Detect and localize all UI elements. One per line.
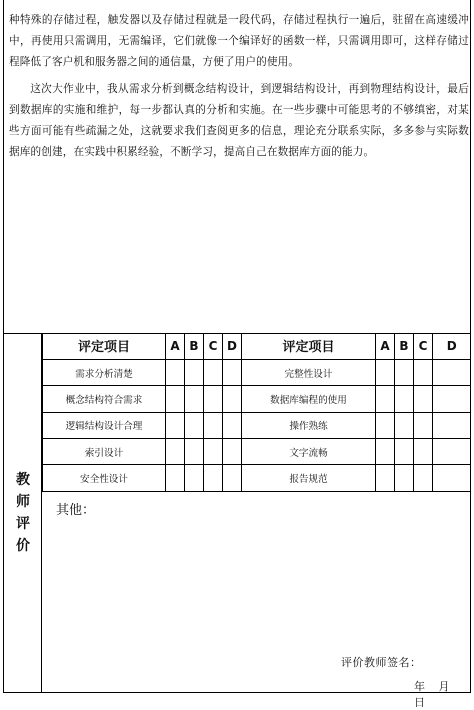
grade-cell[interactable] — [433, 412, 471, 438]
criterion-left: 需求分析清楚 — [43, 359, 166, 385]
grade-cell[interactable] — [204, 465, 223, 491]
header-item-left: 评定项目 — [43, 333, 166, 359]
grade-cell[interactable] — [414, 439, 433, 465]
grade-cell[interactable] — [376, 412, 395, 438]
table-row — [43, 386, 471, 412]
grade-cell[interactable] — [414, 359, 433, 385]
label-char: 价 — [16, 538, 30, 554]
page-border — [3, 0, 471, 709]
grade-cell[interactable] — [395, 465, 414, 491]
table-header-row — [43, 333, 471, 359]
grade-cell[interactable] — [395, 439, 414, 465]
grade-cell[interactable] — [223, 439, 242, 465]
criterion-left: 安全性设计 — [43, 465, 166, 491]
grade-cell[interactable] — [414, 465, 433, 491]
table-row — [43, 465, 471, 491]
grade-cell[interactable] — [223, 386, 242, 412]
grade-cell[interactable] — [414, 386, 433, 412]
grade-cell[interactable] — [433, 465, 471, 491]
table-row — [43, 412, 471, 438]
table-row — [43, 439, 471, 465]
grade-cell[interactable] — [204, 359, 223, 385]
grade-header-c: C — [204, 333, 223, 359]
criterion-right: 文字流畅 — [242, 439, 376, 465]
teacher-evaluation-label-column — [4, 333, 42, 692]
grade-header-a: A — [166, 333, 185, 359]
grade-cell[interactable] — [166, 386, 185, 412]
header-item-right: 评定项目 — [242, 333, 376, 359]
grade-cell[interactable] — [223, 465, 242, 491]
grade-cell[interactable] — [433, 439, 471, 465]
grade-cell[interactable] — [204, 412, 223, 438]
grade-cell[interactable] — [376, 386, 395, 412]
grade-cell[interactable] — [185, 439, 204, 465]
grade-cell[interactable] — [433, 386, 471, 412]
date-label: 年 月 日 — [414, 680, 450, 709]
report-body — [9, 10, 469, 163]
criterion-right: 报告规范 — [242, 465, 376, 491]
report-paragraph-1: 种特殊的存储过程，触发器以及存储过程就是一段代码，存储过程执行一遍后，驻留在高速缓冲中，再使用只需调用，无需编译，它们就像一个编译好的函数一样，只需调用即可，这样存储过程降低了客户机和服务器之间的通信量，方便了用户的使用。 — [9, 14, 469, 68]
criterion-left: 索引设计 — [43, 439, 166, 465]
other-comments-label: 其他： — [56, 503, 96, 518]
grade-cell[interactable] — [376, 439, 395, 465]
evaluation-table — [42, 333, 471, 492]
grade-cell[interactable] — [185, 359, 204, 385]
teacher-evaluation-label — [13, 469, 33, 557]
grade-header-c: C — [414, 333, 433, 359]
label-char: 评 — [16, 516, 30, 532]
grade-header-b: B — [185, 333, 204, 359]
grade-cell[interactable] — [223, 359, 242, 385]
teacher-signature-label: 评价教师签名： — [341, 656, 422, 669]
grade-cell[interactable] — [433, 359, 471, 385]
grade-header-a: A — [376, 333, 395, 359]
grade-cell[interactable] — [414, 412, 433, 438]
criterion-right: 完整性设计 — [242, 359, 376, 385]
grade-cell[interactable] — [185, 386, 204, 412]
grade-header-d: D — [433, 333, 471, 359]
report-paragraph-2: 这次大作业中，我从需求分析到概念结构设计，到逻辑结构设计，再到物理结构设计，最后到数据库的实施和维护，每一步都认真的分析和实施。在一些步骤中可能思考的不够缜密，对某些方面可能有些疏漏之处，这就要求我们查阅更多的信息，理论充分联系实际，多多参与实际数据库的创建，在实践中积累经验，不断学习，提高自己在数据库方面的能力。 — [9, 83, 469, 158]
label-char: 师 — [16, 494, 30, 510]
grade-cell[interactable] — [395, 386, 414, 412]
grade-cell[interactable] — [204, 439, 223, 465]
grade-cell[interactable] — [395, 359, 414, 385]
grade-cell[interactable] — [166, 439, 185, 465]
table-row — [43, 359, 471, 385]
grade-cell[interactable] — [223, 412, 242, 438]
criterion-left: 逻辑结构设计合理 — [43, 412, 166, 438]
grade-header-d: D — [223, 333, 242, 359]
grade-cell[interactable] — [204, 386, 223, 412]
grade-cell[interactable] — [166, 359, 185, 385]
grade-cell[interactable] — [376, 359, 395, 385]
criterion-left: 概念结构符合需求 — [43, 386, 166, 412]
grade-cell[interactable] — [376, 465, 395, 491]
grade-cell[interactable] — [395, 412, 414, 438]
grade-cell[interactable] — [185, 465, 204, 491]
criterion-right: 操作熟练 — [242, 412, 376, 438]
grade-header-b: B — [395, 333, 414, 359]
grade-cell[interactable] — [166, 465, 185, 491]
criterion-right: 数据库编程的使用 — [242, 386, 376, 412]
grade-cell[interactable] — [166, 412, 185, 438]
grade-cell[interactable] — [185, 412, 204, 438]
label-char: 教 — [16, 472, 30, 488]
